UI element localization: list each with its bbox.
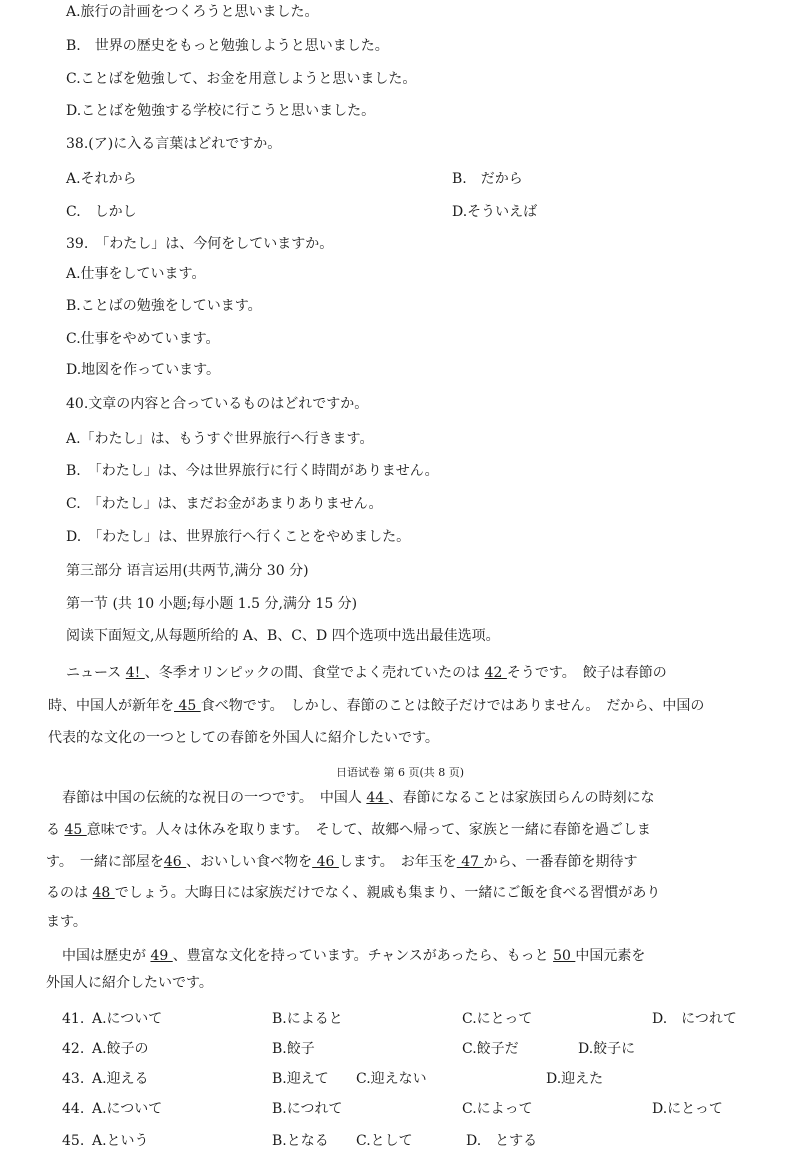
q39-question: 39. 「わたし」は、今何をしていますか。 <box>66 236 334 252</box>
answer-45-option-a: A.という <box>92 1133 149 1149</box>
passage3-text: 、豊富な文化を持っています。チャンスがあったら、もっと <box>172 948 554 964</box>
passage2-text: します。 お年玉を <box>338 854 457 870</box>
passage1-text: ニュース <box>66 665 126 681</box>
blank-45: 45 <box>64 822 87 838</box>
answer-43-option-c: C.迎えない <box>356 1071 427 1087</box>
answer-44-option-d: D.にとって <box>652 1101 723 1117</box>
passage2-text: 意味です。人々は休みを取ります。 そして、故郷へ帰って、家族と一緒に春節を過ごしま <box>86 822 651 838</box>
answer-41-option-b: B.によると <box>272 1011 343 1027</box>
passage2-text: 、春節になることは家族団らんの時刻にな <box>388 790 655 806</box>
blank-46: 46 <box>163 854 187 870</box>
answer-42-option-a: A.餃子の <box>92 1041 149 1057</box>
answer-44-option-c: C.によって <box>462 1101 533 1117</box>
passage1-line3: 代表的な文化の一つとしての春節を外国人に紹介したいです。 <box>48 730 439 746</box>
section-part-heading: 第三部分 语言运用(共两节,满分 30 分) <box>66 563 309 579</box>
q38-option-a: A.それから <box>66 171 137 187</box>
passage2-line2 <box>46 821 651 839</box>
blank-44: 44 <box>366 790 389 806</box>
answer-42-number: 42. <box>62 1041 85 1057</box>
passage1-text: 食べ物です。 しかし、春節のことは餃子だけではありません。 だから、中国の <box>200 698 705 714</box>
q40-option-c: C. 「わたし」は、まだお金があまりありません。 <box>66 496 383 512</box>
answer-42-option-c: C.餃子だ <box>462 1041 519 1057</box>
q40-option-b: B. 「わたし」は、今は世界旅行に行く時間がありません。 <box>66 463 439 479</box>
q38-question: 38.(ア)に入る言葉はどれですか。 <box>66 136 282 152</box>
q40-option-d: D. 「わたし」は、世界旅行へ行くことをやめました。 <box>66 529 411 545</box>
section-instruction: 阅读下面短文,从每题所给的 A、B、C、D 四个选项中选出最佳选项。 <box>66 628 500 644</box>
blank-46: 46 <box>312 854 339 870</box>
answer-44-option-b: B.につれて <box>272 1101 343 1117</box>
answer-43-option-d: D.迎えた <box>546 1071 604 1087</box>
q38-option-c: C. しかし <box>66 204 137 220</box>
q38-option-d: D.そういえば <box>452 204 538 220</box>
passage1-text: 、冬季オリンピックの間、食堂でよく売れていたのは <box>144 665 485 681</box>
passage2-text: 春節は中国の伝統的な祝日の一つです。 中国人 <box>62 790 367 806</box>
answer-45-number: 45. <box>62 1133 85 1149</box>
blank-47: 47 <box>456 854 484 870</box>
answer-45-option-c: C.として <box>356 1133 413 1149</box>
passage2-line1 <box>62 789 655 807</box>
passage3-line2: 外国人に紹介したいです。 <box>46 975 213 991</box>
page-footer: 日语试卷 第 6 页(共 8 页) <box>335 766 465 779</box>
q39-option-d: D.地図を作っています。 <box>66 362 221 378</box>
passage2-text: でしょう。大晦日には家族だけでなく、親戚も集まり、一緒にご飯を食べる習慣があり <box>114 885 661 901</box>
answer-43-number: 43. <box>62 1071 85 1087</box>
passage2-line5: ます。 <box>46 914 87 930</box>
answer-41-option-a: A.について <box>92 1011 163 1027</box>
answer-45-option-b: B.となる <box>272 1133 329 1149</box>
q40-option-a: A.「わたし」は、もうすぐ世界旅行へ行きます。 <box>66 431 374 447</box>
passage1-text: 時、中国人が新年を <box>48 698 174 714</box>
passage2-text: す。 一緒に部屋を <box>46 854 164 870</box>
blank-45: 45 <box>174 698 201 714</box>
passage1-line2 <box>48 697 704 715</box>
blank-49: 49 <box>150 948 173 964</box>
q40-question: 40.文章の内容と合っているものはどれですか。 <box>66 396 369 412</box>
blank-41: 4! <box>125 665 145 681</box>
passage2-line4 <box>46 884 660 902</box>
q39-option-a: A.仕事をしています。 <box>66 266 206 282</box>
answer-41-option-c: C.にとって <box>462 1011 533 1027</box>
answer-44-option-a: A.について <box>92 1101 163 1117</box>
blank-50: 50 <box>553 948 576 964</box>
answer-41-option-d: D. につれて <box>652 1011 737 1027</box>
answer-45-option-d: D. とする <box>466 1133 538 1149</box>
answer-42-option-b: B.餃子 <box>272 1041 315 1057</box>
answer-42-option-d: D.餃子に <box>578 1041 636 1057</box>
q39-option-c: C.仕事をやめています。 <box>66 331 220 347</box>
section1-heading: 第一节 (共 10 小题;每小题 1.5 分,满分 15 分) <box>66 596 358 612</box>
passage2-text: 、おいしい食べ物を <box>186 854 313 870</box>
q37-option-d: D.ことばを勉強する学校に行こうと思いました。 <box>66 103 376 119</box>
passage2-text: から、一番春節を期待す <box>483 854 638 870</box>
passage2-text: るのは <box>46 885 93 901</box>
passage1-text: そうです。 餃子は春節の <box>506 665 667 681</box>
answer-41-number: 41. <box>62 1011 85 1027</box>
passage3-line1 <box>62 947 645 965</box>
q39-option-b: B.ことばの勉強をしています。 <box>66 298 262 314</box>
passage2-line3 <box>46 853 637 871</box>
answer-44-number: 44. <box>62 1101 85 1117</box>
q37-option-a: A.旅行の計画をつくろうと思いました。 <box>66 4 319 20</box>
answer-43-option-b: B.迎えて <box>272 1071 329 1087</box>
blank-42: 42 <box>484 665 507 681</box>
answer-43-option-a: A.迎える <box>92 1071 149 1087</box>
passage1-line1 <box>66 664 667 682</box>
q37-option-c: C.ことばを勉強して、お金を用意しようと思いました。 <box>66 71 417 87</box>
passage3-text: 中国は歴史が <box>62 948 151 964</box>
passage2-text: る <box>46 822 65 838</box>
passage3-text: 中国元素を <box>575 948 646 964</box>
blank-48: 48 <box>92 885 115 901</box>
q38-option-b: B. だから <box>452 171 523 187</box>
q37-option-b: B. 世界の歴史をもっと勉強しようと思いました。 <box>66 38 389 54</box>
